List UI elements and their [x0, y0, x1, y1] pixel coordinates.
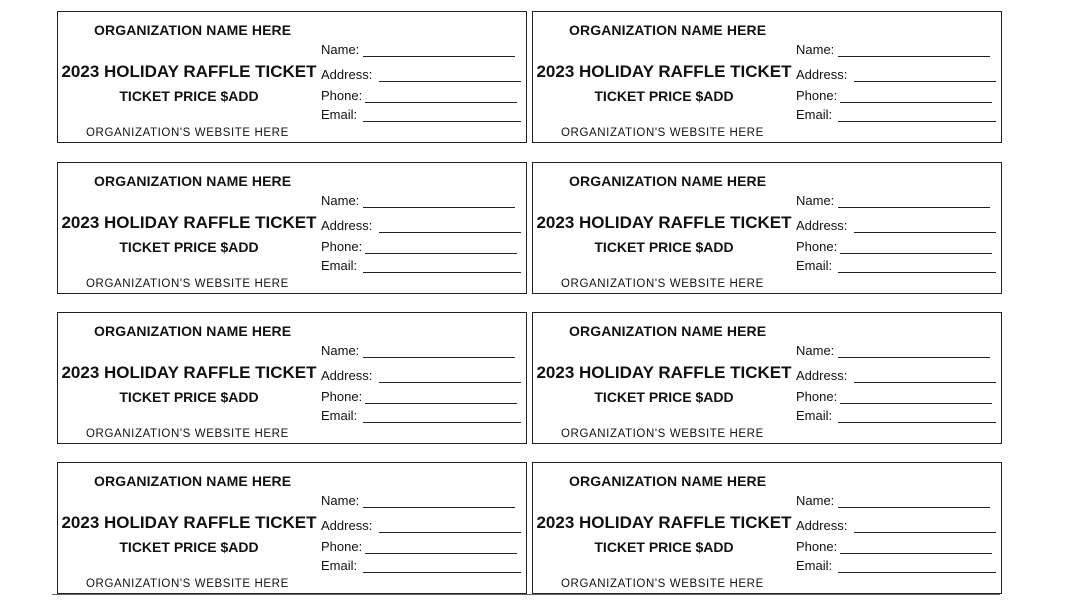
email-label: Email:: [796, 107, 833, 122]
address-label: Address:: [321, 368, 373, 383]
organization-name: ORGANIZATION NAME HERE: [94, 22, 292, 38]
email-blank-line: [838, 258, 996, 273]
raffle-ticket: [532, 462, 1002, 594]
organization-website: ORGANIZATION'S WEBSITE HERE: [86, 127, 289, 139]
organization-website: ORGANIZATION'S WEBSITE HERE: [86, 428, 289, 440]
address-label: Address:: [321, 218, 373, 233]
address-blank-line: [379, 518, 521, 533]
address-label: Address:: [321, 67, 373, 82]
ticket-price: TICKET PRICE $ADD: [594, 239, 734, 255]
name-label: Name:: [796, 193, 835, 208]
phone-blank-line: [365, 389, 517, 404]
organization-name: ORGANIZATION NAME HERE: [94, 323, 292, 339]
name-blank-line: [363, 42, 515, 57]
email-label: Email:: [321, 558, 358, 573]
email-label: Email:: [796, 408, 833, 423]
organization-name: ORGANIZATION NAME HERE: [94, 473, 292, 489]
ticket-title: 2023 HOLIDAY RAFFLE TICKET: [61, 513, 317, 532]
organization-name: ORGANIZATION NAME HERE: [569, 323, 767, 339]
name-label: Name:: [796, 343, 835, 358]
email-blank-line: [363, 258, 521, 273]
organization-name: ORGANIZATION NAME HERE: [569, 173, 767, 189]
raffle-ticket: [57, 462, 527, 594]
phone-blank-line: [840, 88, 992, 103]
address-blank-line: [854, 218, 996, 233]
phone-label: Phone:: [321, 88, 363, 103]
address-label: Address:: [796, 518, 848, 533]
name-blank-line: [363, 343, 515, 358]
phone-blank-line: [840, 389, 992, 404]
address-label: Address:: [796, 368, 848, 383]
phone-label: Phone:: [321, 539, 363, 554]
ticket-price: TICKET PRICE $ADD: [119, 539, 259, 555]
phone-blank-line: [365, 239, 517, 254]
email-label: Email:: [321, 258, 358, 273]
organization-website: ORGANIZATION'S WEBSITE HERE: [561, 127, 764, 139]
address-blank-line: [854, 67, 996, 82]
email-blank-line: [838, 107, 996, 122]
phone-blank-line: [840, 539, 992, 554]
organization-name: ORGANIZATION NAME HERE: [569, 473, 767, 489]
phone-label: Phone:: [321, 389, 363, 404]
address-label: Address:: [321, 518, 373, 533]
raffle-ticket: [57, 312, 527, 444]
name-blank-line: [838, 193, 990, 208]
ticket-title: 2023 HOLIDAY RAFFLE TICKET: [536, 363, 792, 382]
name-label: Name:: [321, 343, 360, 358]
address-blank-line: [379, 368, 521, 383]
ticket-price: TICKET PRICE $ADD: [119, 88, 259, 104]
organization-name: ORGANIZATION NAME HERE: [569, 22, 767, 38]
ticket-title: 2023 HOLIDAY RAFFLE TICKET: [536, 513, 792, 532]
ticket-title: 2023 HOLIDAY RAFFLE TICKET: [61, 62, 317, 81]
address-blank-line: [854, 368, 996, 383]
email-label: Email:: [321, 408, 358, 423]
raffle-ticket: [532, 162, 1002, 294]
phone-label: Phone:: [321, 239, 363, 254]
phone-blank-line: [365, 539, 517, 554]
ticket-price: TICKET PRICE $ADD: [594, 389, 734, 405]
ticket-price: TICKET PRICE $ADD: [119, 389, 259, 405]
email-blank-line: [363, 408, 521, 423]
address-blank-line: [379, 218, 521, 233]
email-blank-line: [363, 558, 521, 573]
address-label: Address:: [796, 67, 848, 82]
phone-label: Phone:: [796, 389, 838, 404]
organization-website: ORGANIZATION'S WEBSITE HERE: [561, 578, 764, 590]
email-blank-line: [363, 107, 521, 122]
email-blank-line: [838, 558, 996, 573]
name-label: Name:: [321, 42, 360, 57]
raffle-ticket: [532, 312, 1002, 444]
name-blank-line: [363, 193, 515, 208]
phone-label: Phone:: [796, 88, 838, 103]
ticket-price: TICKET PRICE $ADD: [594, 539, 734, 555]
organization-website: ORGANIZATION'S WEBSITE HERE: [86, 578, 289, 590]
name-label: Name:: [796, 42, 835, 57]
ticket-title: 2023 HOLIDAY RAFFLE TICKET: [536, 213, 792, 232]
name-blank-line: [363, 493, 515, 508]
email-label: Email:: [321, 107, 358, 122]
ticket-title: 2023 HOLIDAY RAFFLE TICKET: [61, 213, 317, 232]
organization-website: ORGANIZATION'S WEBSITE HERE: [561, 278, 764, 290]
organization-website: ORGANIZATION'S WEBSITE HERE: [86, 278, 289, 290]
phone-label: Phone:: [796, 539, 838, 554]
phone-blank-line: [840, 239, 992, 254]
ticket-title: 2023 HOLIDAY RAFFLE TICKET: [61, 363, 317, 382]
email-blank-line: [838, 408, 996, 423]
raffle-ticket: [57, 11, 527, 143]
address-label: Address:: [796, 218, 848, 233]
page-bottom-divider: [52, 594, 1000, 595]
raffle-ticket: [532, 11, 1002, 143]
email-label: Email:: [796, 258, 833, 273]
name-blank-line: [838, 343, 990, 358]
address-blank-line: [854, 518, 996, 533]
name-label: Name:: [321, 493, 360, 508]
address-blank-line: [379, 67, 521, 82]
name-blank-line: [838, 42, 990, 57]
ticket-price: TICKET PRICE $ADD: [594, 88, 734, 104]
organization-name: ORGANIZATION NAME HERE: [94, 173, 292, 189]
ticket-price: TICKET PRICE $ADD: [119, 239, 259, 255]
raffle-ticket: [57, 162, 527, 294]
name-label: Name:: [796, 493, 835, 508]
phone-blank-line: [365, 88, 517, 103]
name-blank-line: [838, 493, 990, 508]
name-label: Name:: [321, 193, 360, 208]
phone-label: Phone:: [796, 239, 838, 254]
ticket-title: 2023 HOLIDAY RAFFLE TICKET: [536, 62, 792, 81]
email-label: Email:: [796, 558, 833, 573]
organization-website: ORGANIZATION'S WEBSITE HERE: [561, 428, 764, 440]
